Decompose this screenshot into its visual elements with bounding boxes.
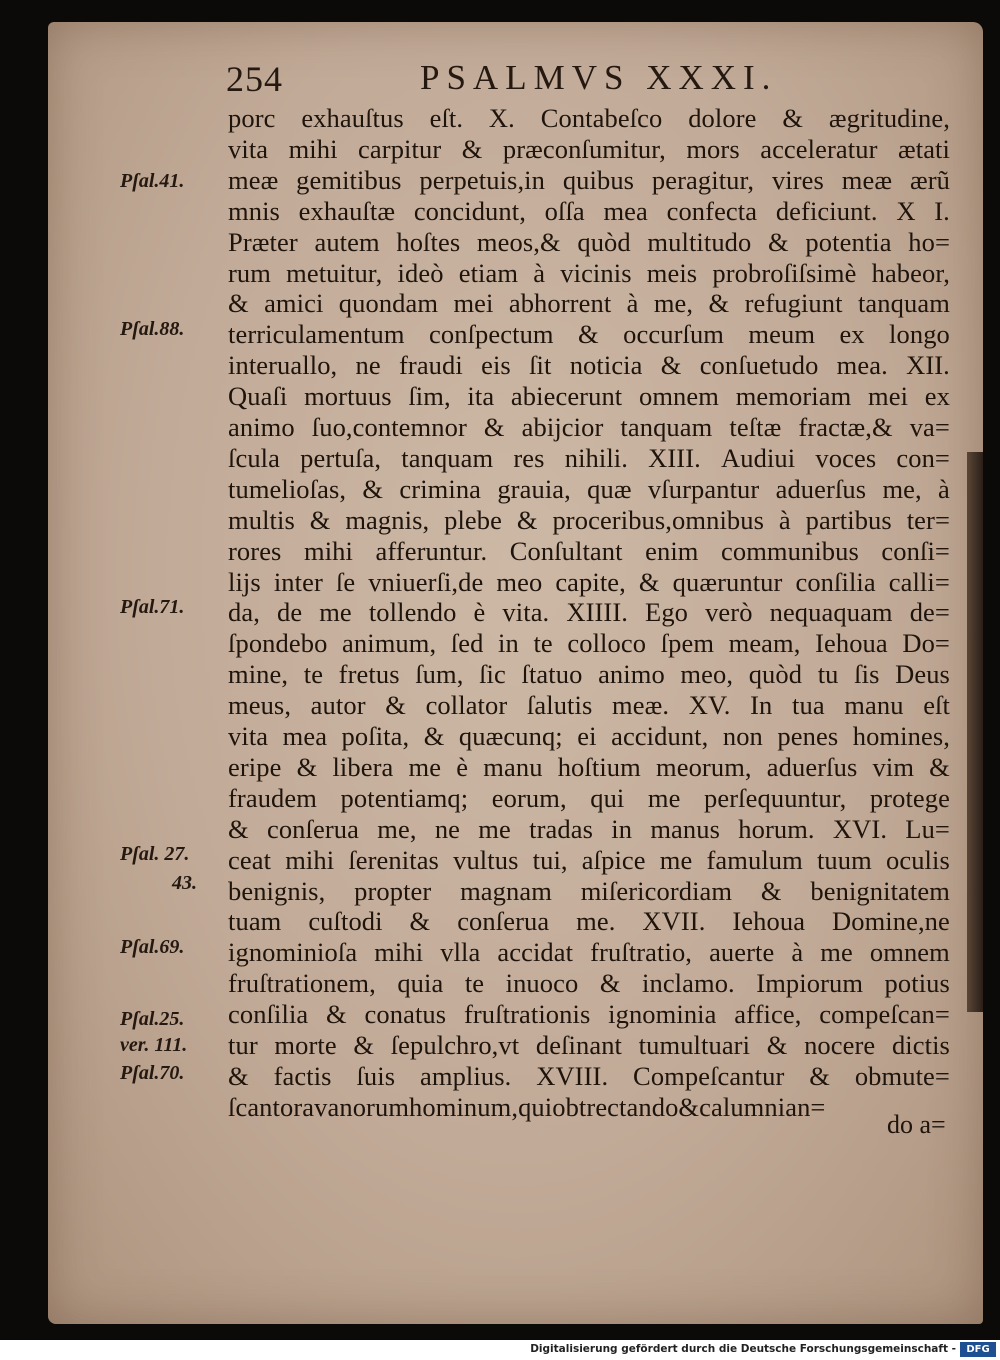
text-line: eripe & libera me è manu hoſtium meorum, aduerſus vim & [228, 751, 950, 782]
text-line: tuam cuſtodi & conſerua me. XVII. Iehoua Domine,ne [228, 906, 950, 937]
running-title: PSALMVS XXXI. [420, 58, 778, 97]
text-line: tur morte & ſepulchro,vt deſinant tumultuari & nocere dictis [228, 1030, 950, 1060]
text-line: meæ gemitibus perpetuis,in quibus peragitur, vires meæ ærũ [228, 164, 950, 195]
margin-note: Pſal.25. [120, 1008, 185, 1030]
text-line: vita mihi carpitur & præconſumitur, mors acceleratur ætati [228, 133, 950, 164]
text-line: Præter autem hoſtes meos,& quòd multitudo & potentia ho= [228, 226, 950, 257]
text-line: meus, autor & collator ſalutis meæ. XV. In tua manu eſt [228, 690, 950, 721]
margin-note: Pſal. 27. [120, 843, 190, 865]
text-line: & factis ſuis amplius. XVIII. Compeſcantur & obmute= [228, 1060, 950, 1091]
text-line: interuallo, ne fraudi eis ſit noticia & conſuetudo mea. XII. [228, 350, 950, 381]
text-line: Quaſi mortuus ſim, ita abiecerunt omnem memoriam mei ex [228, 381, 950, 412]
text-line: tumelioſas, & crimina grauia, quæ vſurpantur aduerſus me, à [228, 473, 950, 504]
text-line: da, de me tollendo è vita. XIIII. Ego verò nequaquam de= [228, 597, 950, 628]
text-line: vita mea poſita, & quæcunq; ei accidunt, non penes homines, [228, 721, 950, 751]
text-line: fraudem potentiamq; eorum, qui me perſequuntur, protege [228, 782, 950, 813]
margin-note: Pſal.69. [120, 936, 185, 958]
text-line: multis & magnis, plebe & proceribus,omnibus à partibus ter= [228, 504, 950, 535]
text-line: terriculamentum conſpectum & occurſum meum ex longo [228, 319, 950, 350]
text-line: benignis, propter magnam miſericordiam & benignitatem [228, 875, 950, 906]
text-line: lijs inter ſe vniuerſi,de meo capite, & quæruntur conſilia calli= [228, 566, 950, 597]
footer-bar [0, 1340, 1000, 1360]
margin-note: 43. [172, 872, 197, 894]
dfg-logo: DFG [960, 1342, 996, 1357]
text-line: mine, te fretus ſum, ſic ſtatuo animo meo, quòd tu ſis Deus [228, 659, 950, 690]
text-line: & amici quondam mei abhorrent à me, & refugiunt tanquam [228, 288, 950, 319]
text-line: porc exhauſtus eſt. X. Contabeſco dolore & ægritudine, [228, 103, 950, 133]
margin-note: Pſal.88. [120, 318, 185, 340]
text-line: fruſtrationem, quia te inuoco & inclamo. Impiorum potius [228, 968, 950, 999]
text-line: & conſerua me, ne me tradas in manus horum. XVI. Lu= [228, 813, 950, 844]
text-line: mnis exhauſtæ concidunt, oſſa mea confecta deficiunt. X I. [228, 195, 950, 226]
margin-note: Pſal.70. [120, 1062, 185, 1084]
text-line: ceat mihi ſerenitas vultus tui, aſpice me famulum tuum oculis [228, 844, 950, 875]
page-number: 254 [226, 59, 283, 99]
text-line: ſpondebo animum, ſed in te colloco ſpem meam, Iehoua Do= [228, 628, 950, 659]
margin-note: Pſal.71. [120, 596, 185, 618]
text-line: ſcant ora vanorum hominum, qui obtrectando & calumnian= [228, 1091, 826, 1122]
catchword: do a= [887, 1110, 946, 1139]
text-line: conſilia & conatus fruſtrationis ignominia affice, compeſcan= [228, 999, 950, 1030]
text-line: rores mihi afferuntur. Conſultant enim communibus conſi= [228, 535, 950, 566]
text-line: rum metuitur, ideò etiam à vicinis meis probroſiſsimè habeor, [228, 257, 950, 288]
text-line: animo ſuo,contemnor & abijcior tanquam teſtæ fractæ,& va= [228, 412, 950, 442]
margin-note: Pſal.41. [120, 170, 185, 192]
text-line: ignominioſa mihi vlla accidat fruſtratio, auerte à me omnem [228, 937, 950, 968]
margin-note: ver. 111. [120, 1034, 188, 1056]
digitization-credit: Digitalisierung gefördert durch die Deutsche Forschungsgemeinschaft - [530, 1343, 956, 1355]
text-line: ſcula pertuſa, tanquam res nihili. XIII. Audiui voces con= [228, 442, 950, 473]
